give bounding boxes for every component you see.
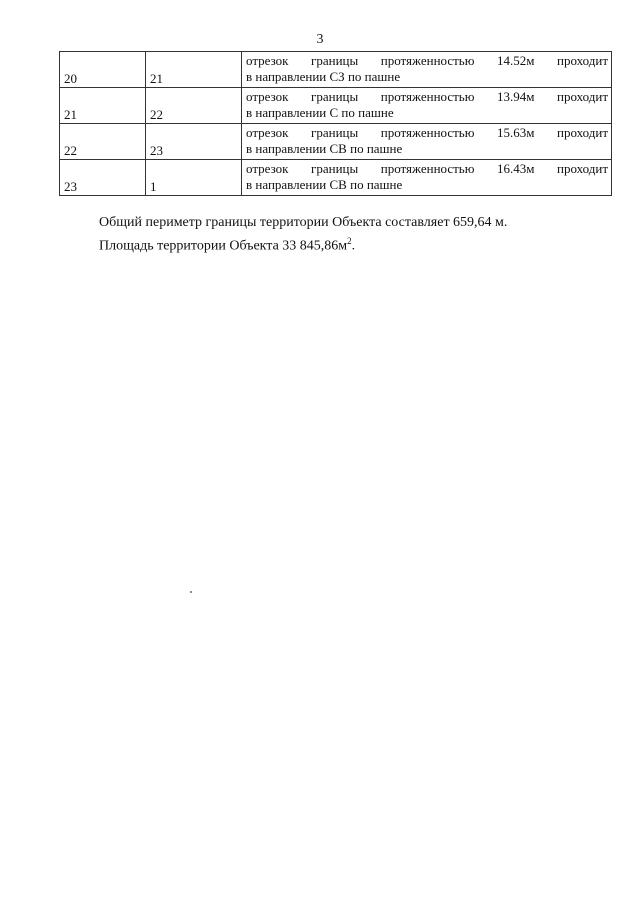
to-point-cell: 21 <box>146 52 242 88</box>
page-number: 3 <box>316 32 324 47</box>
from-point-cell: 20 <box>60 52 146 88</box>
description-line: отрезок границы протяженностью 16.43м проходит <box>246 161 608 176</box>
description-line: в направлении С по пашне <box>246 105 394 120</box>
description-line: отрезок границы протяженностью 14.52м проходит <box>246 53 608 68</box>
table-row <box>60 124 612 160</box>
description-cell <box>242 124 612 160</box>
description-line: в направлении СВ по пашне <box>246 177 403 192</box>
scan-speck <box>190 591 192 593</box>
to-point-cell: 1 <box>146 160 242 196</box>
from-point-cell: 22 <box>60 124 146 160</box>
table-row <box>60 160 612 196</box>
from-point-cell: 21 <box>60 88 146 124</box>
description-line: в направлении СВ по пашне <box>246 141 403 156</box>
description-line: отрезок границы протяженностью 15.63м проходит <box>246 125 608 140</box>
description-line: отрезок границы протяженностью 13.94м проходит <box>246 89 608 104</box>
table-row <box>60 52 612 88</box>
from-point-cell: 23 <box>60 160 146 196</box>
area-value: Площадь территории Объекта 33 845,86м <box>99 238 348 254</box>
to-point-cell: 23 <box>146 124 242 160</box>
description-line: в направлении СЗ по пашне <box>246 69 401 84</box>
to-point-cell: 22 <box>146 88 242 124</box>
description-cell <box>242 160 612 196</box>
boundary-table <box>59 51 612 196</box>
area-unit-superscript: 2 <box>347 236 352 246</box>
area-text <box>99 232 507 256</box>
description-cell <box>242 52 612 88</box>
summary-block <box>99 213 507 256</box>
description-cell <box>242 88 612 124</box>
area-period: . <box>351 238 356 254</box>
perimeter-text: Общий периметр границы территории Объекта составляет 659,64 м. <box>99 215 508 230</box>
table-row <box>60 88 612 124</box>
